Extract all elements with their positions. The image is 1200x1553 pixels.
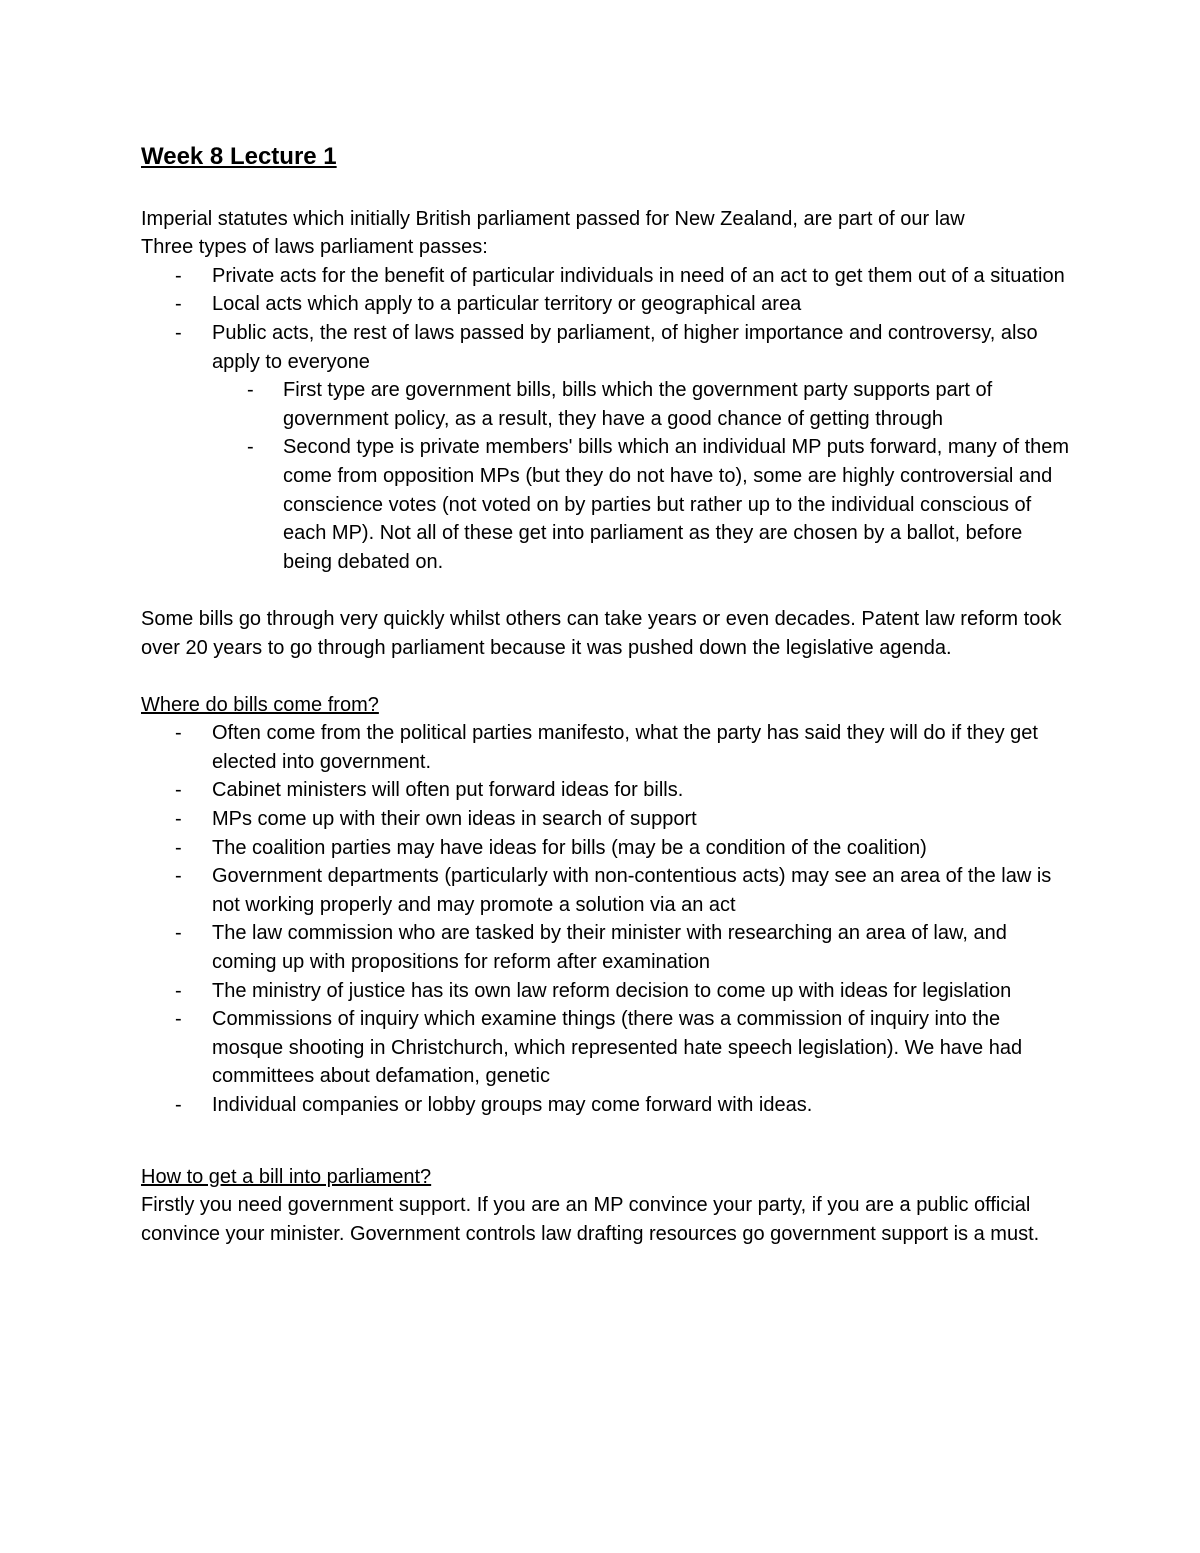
list-item: [141, 1005, 1071, 1091]
list-item-text: Individual companies or lobby groups may come forward with ideas.: [212, 1094, 813, 1116]
list-item-text: First type are government bills, bills which the government party supports part of government policy, as a result, they have a good chance of getting through: [283, 379, 993, 430]
dash-bullet: -: [175, 865, 182, 888]
list-item-text: Private acts for the benefit of particular individuals in need of an act to get them out of a situation: [212, 264, 1065, 287]
list-item-text: Public acts, the rest of laws passed by parliament, of higher importance and controversy, also apply to everyone: [212, 321, 1038, 373]
bill-sources-list: [141, 719, 1071, 1119]
spacer: [141, 576, 1071, 605]
public-act-types-list: [212, 376, 1071, 576]
list-item: [141, 319, 1071, 576]
list-item: [141, 834, 1071, 863]
dash-bullet: -: [175, 836, 182, 859]
list-item: [212, 376, 1071, 433]
list-item-text: MPs come up with their own ideas in search of support: [212, 808, 697, 831]
dash-bullet: -: [175, 321, 182, 344]
dash-bullet: -: [175, 1008, 182, 1031]
dash-bullet: -: [247, 436, 254, 459]
dash-bullet: -: [247, 379, 254, 402]
list-item: [141, 862, 1071, 919]
sources-heading: Where do bills come from?: [141, 693, 379, 716]
list-item-text: Government departments (particularly with non-contentious acts) may see an area of the law is not working properly and may promote a solution via an act: [212, 865, 1052, 916]
dash-bullet: -: [175, 922, 182, 945]
dash-bullet: -: [175, 264, 182, 287]
dash-bullet: -: [175, 808, 182, 831]
dash-bullet: -: [175, 722, 182, 745]
dash-bullet: -: [175, 979, 182, 1002]
intro-line-statutes: Imperial statutes which initially British parliament passed for New Zealand, are part of our law: [141, 207, 965, 230]
list-item-text: The ministry of justice has its own law reform decision to come up with ideas for legislation: [212, 979, 1012, 1002]
document-title: Week 8 Lecture 1: [141, 143, 337, 170]
dash-bullet: -: [175, 779, 182, 802]
law-types-list: [141, 262, 1071, 577]
list-item: [141, 977, 1071, 1006]
parliament-heading: How to get a bill into parliament?: [141, 1165, 432, 1188]
list-item-text: Cabinet ministers will often put forward ideas for bills.: [212, 779, 684, 802]
list-item: [212, 433, 1071, 576]
list-item: [141, 776, 1071, 805]
list-item-text: The law commission who are tasked by their minister with researching an area of law, and coming up with propositions for reform after examination: [212, 922, 1007, 974]
list-item-text: Often come from the political parties manifesto, what the party has said they will do if they get elected into government.: [212, 722, 1038, 773]
list-item: [141, 805, 1071, 834]
list-item-text: Commissions of inquiry which examine things (there was a commission of inquiry into the mosque shooting in Christchurch, which represented hate speech legislation). We have had committees about defamation, genetic: [212, 1008, 1023, 1088]
list-item: [141, 262, 1071, 291]
list-item: [141, 290, 1071, 319]
intro-line-law-types: Three types of laws parliament passes:: [141, 236, 488, 259]
spacer: [141, 176, 1071, 205]
spacer: [141, 1120, 1071, 1163]
dash-bullet: -: [175, 1094, 182, 1116]
list-item-text: Local acts which apply to a particular territory or geographical area: [212, 293, 802, 316]
dash-bullet: -: [175, 293, 182, 316]
list-item: [141, 719, 1071, 776]
list-item-text: Second type is private members' bills which an individual MP puts forward, many of them come from opposition MPs (but they do not have to), some are highly controversial and conscience votes (not voted on by parties but rather up to the individual conscious of each MP). Not all of these get into parliament as they are chosen by a ballot, before being debated on.: [283, 436, 1070, 573]
parliament-paragraph: Firstly you need government support. If you are an MP convince your party, if you are a public official convince your minister. Government controls law drafting resources go government support is a must.: [141, 1194, 1040, 1245]
list-item: [141, 919, 1071, 976]
list-item-text: The coalition parties may have ideas for bills (may be a condition of the coalition): [212, 836, 927, 859]
bill-speed-paragraph: Some bills go through very quickly whilst others can take years or even decades. Patent law reform took over 20 years to go through parliament because it was pushed down the legislative agenda.: [141, 607, 1062, 659]
document-page: [141, 138, 1071, 1248]
list-item: [141, 1091, 1071, 1120]
spacer: [141, 662, 1071, 691]
